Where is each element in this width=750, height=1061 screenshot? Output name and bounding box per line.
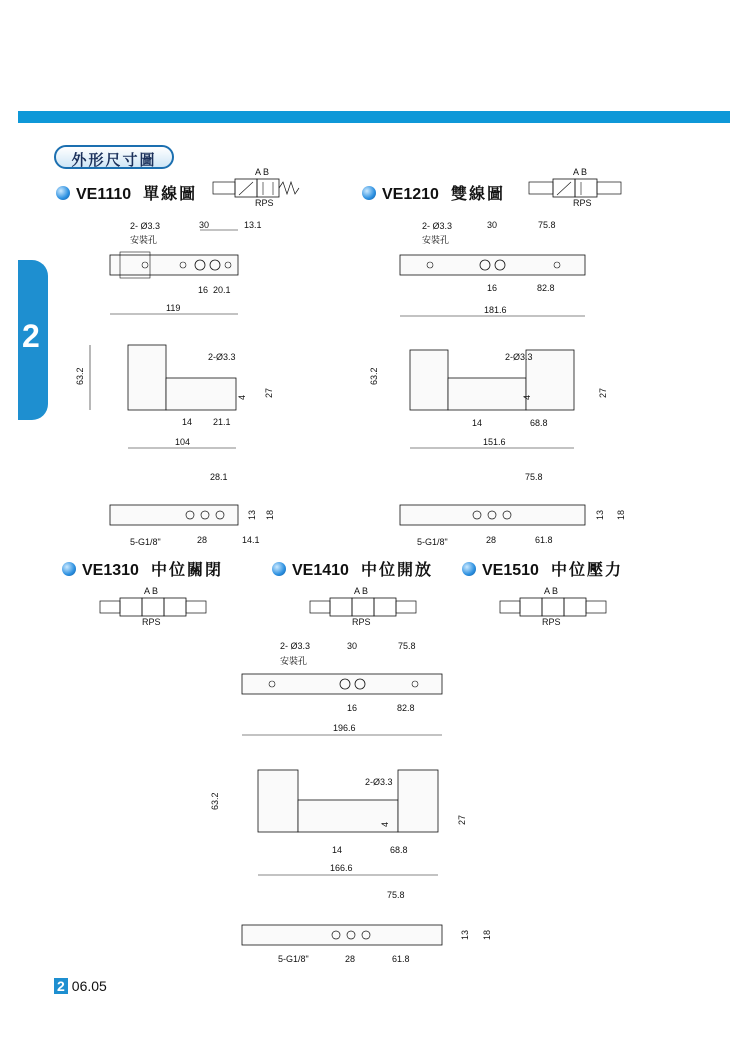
svg-text:30: 30 bbox=[487, 220, 498, 230]
svg-text:2-Ø3.3: 2-Ø3.3 bbox=[365, 777, 393, 787]
svg-text:63.2: 63.2 bbox=[75, 367, 85, 385]
svg-text:27: 27 bbox=[264, 387, 274, 398]
svg-text:2-Ø3.3: 2-Ø3.3 bbox=[208, 352, 236, 362]
heading-ve1410: VE1410 中位開放 bbox=[272, 557, 433, 580]
svg-text:14.1: 14.1 bbox=[242, 535, 260, 545]
svg-text:14: 14 bbox=[472, 418, 483, 428]
section-tab: 2 bbox=[18, 260, 48, 420]
svg-text:16: 16 bbox=[198, 285, 209, 295]
svg-text:A B: A B bbox=[144, 586, 159, 596]
svg-text:63.2: 63.2 bbox=[369, 367, 379, 385]
svg-text:2- Ø3.3: 2- Ø3.3 bbox=[280, 641, 311, 651]
heading-ve1110: VE1110 單線圖 bbox=[56, 181, 197, 204]
svg-text:21.1: 21.1 bbox=[213, 417, 231, 427]
svg-text:RPS: RPS bbox=[542, 617, 561, 627]
svg-text:61.8: 61.8 bbox=[535, 535, 553, 545]
svg-text:14: 14 bbox=[182, 417, 193, 427]
svg-text:166.6: 166.6 bbox=[330, 863, 353, 873]
svg-text:16: 16 bbox=[487, 283, 498, 293]
svg-text:RPS: RPS bbox=[573, 198, 592, 208]
svg-text:2- Ø3.3: 2- Ø3.3 bbox=[130, 221, 161, 231]
svg-text:13: 13 bbox=[460, 929, 470, 940]
svg-text:61.8: 61.8 bbox=[392, 954, 410, 964]
svg-text:2-Ø3.3: 2-Ø3.3 bbox=[505, 352, 533, 362]
svg-text:14: 14 bbox=[332, 845, 343, 855]
svg-text:119: 119 bbox=[166, 303, 181, 313]
svg-text:30: 30 bbox=[347, 641, 358, 651]
svg-text:181.6: 181.6 bbox=[484, 305, 507, 315]
heading-ve1310: VE1310 中位關閉 bbox=[62, 557, 223, 580]
heading-ve1210: VE1210 雙線圖 bbox=[362, 181, 505, 204]
svg-text:A B: A B bbox=[544, 586, 559, 596]
svg-text:13.1: 13.1 bbox=[244, 220, 262, 230]
svg-text:104: 104 bbox=[175, 437, 191, 447]
svg-text:4: 4 bbox=[522, 394, 532, 400]
svg-text:安裝孔: 安裝孔 bbox=[130, 235, 158, 245]
svg-text:13: 13 bbox=[247, 509, 257, 520]
svg-text:RPS: RPS bbox=[255, 198, 274, 208]
svg-text:5-G1/8": 5-G1/8" bbox=[278, 954, 309, 964]
svg-text:2- Ø3.3: 2- Ø3.3 bbox=[422, 221, 453, 231]
section-title: 外形尺寸圖 bbox=[54, 145, 174, 169]
svg-text:27: 27 bbox=[457, 814, 467, 825]
svg-text:4: 4 bbox=[380, 821, 390, 827]
svg-text:RPS: RPS bbox=[352, 617, 371, 627]
svg-text:75.8: 75.8 bbox=[398, 641, 416, 651]
svg-text:5-G1/8": 5-G1/8" bbox=[417, 537, 448, 547]
svg-text:30: 30 bbox=[199, 220, 210, 230]
svg-text:75.8: 75.8 bbox=[387, 890, 405, 900]
svg-text:28: 28 bbox=[486, 535, 497, 545]
heading-ve1510: VE1510 中位壓力 bbox=[462, 557, 623, 580]
svg-text:A B: A B bbox=[354, 586, 369, 596]
svg-text:安裝孔: 安裝孔 bbox=[422, 235, 450, 245]
svg-text:安裝孔: 安裝孔 bbox=[280, 656, 308, 666]
page-number: 2 06.05 bbox=[54, 978, 107, 994]
svg-text:68.8: 68.8 bbox=[530, 418, 548, 428]
svg-text:82.8: 82.8 bbox=[537, 283, 555, 293]
svg-text:151.6: 151.6 bbox=[483, 437, 506, 447]
svg-text:18: 18 bbox=[616, 509, 626, 520]
svg-text:A B: A B bbox=[255, 167, 270, 177]
svg-text:68.8: 68.8 bbox=[390, 845, 408, 855]
svg-text:18: 18 bbox=[265, 509, 275, 520]
svg-text:13: 13 bbox=[595, 509, 605, 520]
svg-text:5-G1/8": 5-G1/8" bbox=[130, 537, 161, 547]
svg-text:RPS: RPS bbox=[142, 617, 161, 627]
svg-text:4: 4 bbox=[237, 394, 247, 400]
svg-text:28: 28 bbox=[345, 954, 356, 964]
svg-text:75.8: 75.8 bbox=[525, 472, 543, 482]
svg-text:82.8: 82.8 bbox=[397, 703, 415, 713]
svg-text:20.1: 20.1 bbox=[213, 285, 231, 295]
svg-text:28.1: 28.1 bbox=[210, 472, 228, 482]
svg-text:16: 16 bbox=[347, 703, 358, 713]
svg-text:196.6: 196.6 bbox=[333, 723, 356, 733]
svg-text:75.8: 75.8 bbox=[538, 220, 556, 230]
svg-text:28: 28 bbox=[197, 535, 208, 545]
svg-text:27: 27 bbox=[598, 387, 608, 398]
svg-text:A B: A B bbox=[573, 167, 588, 177]
svg-text:18: 18 bbox=[482, 929, 492, 940]
svg-text:63.2: 63.2 bbox=[210, 792, 220, 810]
